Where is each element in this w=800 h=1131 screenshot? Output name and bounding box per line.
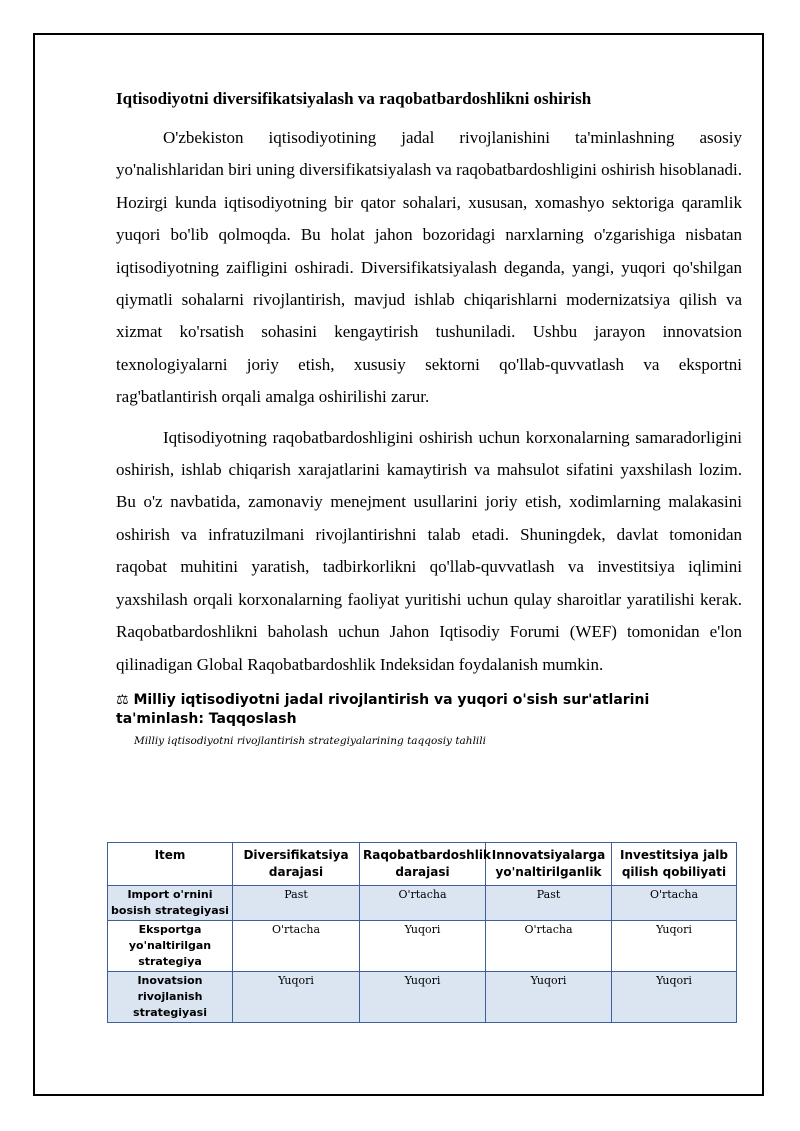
table-cell: Yuqori xyxy=(360,972,486,1023)
table-cell: O'rtacha xyxy=(612,886,737,921)
document-body xyxy=(116,88,742,756)
document-title: Iqtisodiyotni diversifikatsiyalash va raqobatbardoshlikni oshirish xyxy=(116,89,592,108)
table-caption: Milliy iqtisodiyotni rivojlantirish strategiyalarining taqqosiy tahlili xyxy=(134,734,487,747)
table-row xyxy=(108,886,737,921)
table-cell: O'rtacha xyxy=(233,921,360,972)
table-cell: Yuqori xyxy=(233,972,360,1023)
row-label: Inovatsion rivojlanish strategiyasi xyxy=(108,972,233,1023)
table-section-title: Milliy iqtisodiyotni jadal rivojlantirish va yuqori o'sish sur'atlarini ta'minlash: Taqqoslash xyxy=(116,691,650,727)
comparison-table xyxy=(107,842,737,1023)
table-cell: Yuqori xyxy=(612,972,737,1023)
row-label: Eksportga yo'naltirilgan strategiya xyxy=(108,921,233,972)
table-cell: Past xyxy=(486,886,612,921)
table-cell: Yuqori xyxy=(486,972,612,1023)
paragraph-1: O'zbekiston iqtisodiyotining jadal rivojlanishini ta'minlashning asosiy yo'nalishlaridan biri uning diversifikatsiyalash va raqobatbardoshligini oshirish hisoblanadi. Hozirgi kunda iqtisodiyotning bir qator sohalari, xususan, xomashyo sektoriga qaramlik yuqori bo'lib qolmoqda. Bu holat jahon bozoridagi narxlarning o'zgarishiga nisbatan iqtisodiyotning zaifligini oshiradi. Diversifikatsiyalash deganda, yangi, yuqori qo'shilgan qiymatli sohalarni rivojlantirish, mavjud ishlab chiqarishlarni modernizatsiya qilish va xizmat ko'rsatish sohasini kengaytirish tushuniladi. Ushbu jarayon innovatsion texnologiyalarni joriy etish, xususiy sektorni qo'llab-quvvatlash va eksportni rag'batlantirish orqali amalga oshirilishi zarur. xyxy=(116,128,742,407)
row-label: Import o'rnini bosish strategiyasi xyxy=(108,886,233,921)
table-header-row xyxy=(108,843,737,886)
table-cell: O'rtacha xyxy=(486,921,612,972)
table-cell: O'rtacha xyxy=(360,886,486,921)
column-header: Item xyxy=(108,843,233,886)
table-row xyxy=(108,921,737,972)
table-row xyxy=(108,972,737,1023)
table-cell: Yuqori xyxy=(612,921,737,972)
column-header: Investitsiya jalb qilish qobiliyati xyxy=(612,843,737,886)
balance-scale-icon: ⚖ xyxy=(116,691,129,708)
table-cell: Yuqori xyxy=(360,921,486,972)
table-cell: Past xyxy=(233,886,360,921)
paragraph-2: Iqtisodiyotning raqobatbardoshligini oshirish uchun korxonalarning samaradorligini oshirish, ishlab chiqarish xarajatlarini kamaytirish va mahsulot sifatini yaxshilash lozim. Bu o'z navbatida, zamonaviy menejment usullarini joriy etish, xodimlarning malakasini oshirish va infratuzilmani rivojlantirishni talab etadi. Shuningdek, davlat tomonidan raqobat muhitini yaratish, tadbirkorlikni qo'llab-quvvatlash va investitsiya iqlimini yaxshilash orqali korxonalarning faoliyat yuritishi uchun qulay sharoitlar yaratilishi kerak. Raqobatbardoshlikni baholash uchun Jahon Iqtisodiy Forumi (WEF) tomonidan e'lon qilinadigan Global Raqobatbardoshlik Indeksidan foydalanish mumkin. xyxy=(116,427,742,674)
column-header: Innovatsiyalarga yo'naltirilganlik xyxy=(486,843,612,886)
column-header: Diversifikatsiya darajasi xyxy=(233,843,360,886)
table-section-heading xyxy=(116,691,742,729)
column-header: Raqobatbardoshlik darajasi xyxy=(360,843,486,886)
